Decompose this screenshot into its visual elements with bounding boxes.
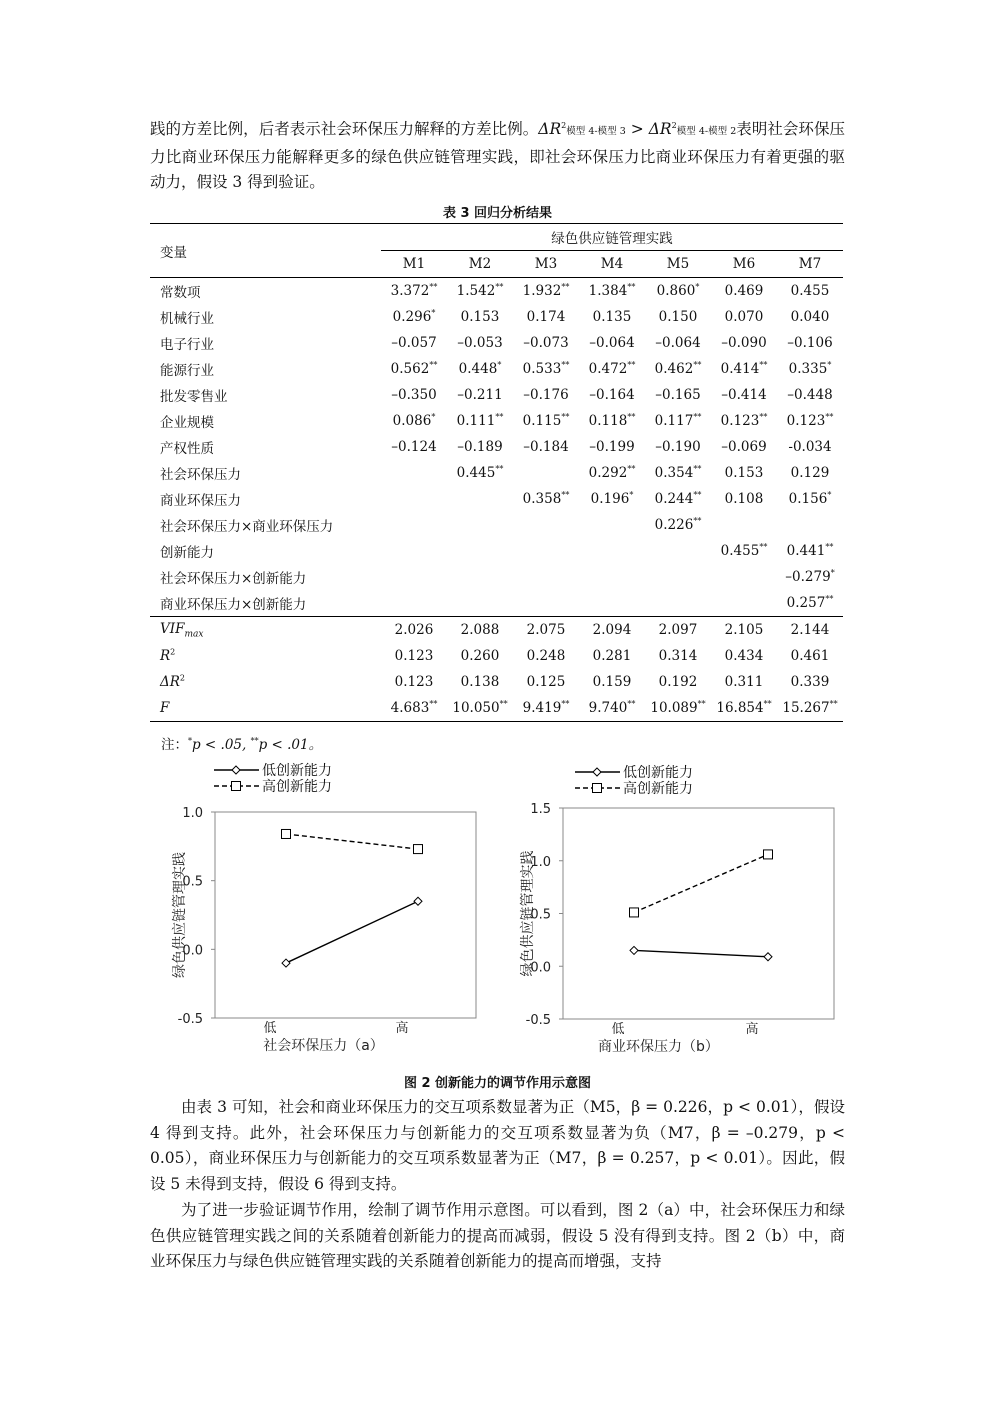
table-cell: 0.448* — [458, 360, 502, 377]
figure-caption: 图 2 创新能力的调节作用示意图 — [403, 1076, 592, 1091]
row-label: 产权性质 — [160, 441, 214, 457]
plot-frame — [563, 808, 834, 1019]
table-cell: –0.279* — [785, 568, 835, 585]
x-tick-label: 低 — [263, 1021, 277, 1036]
series-line — [634, 950, 768, 956]
stat-label: $R^2$ — [160, 647, 176, 664]
data-point-square — [764, 850, 773, 859]
series-line — [286, 901, 418, 963]
stat-label: F — [150, 695, 381, 722]
table-cell: 10.050** — [447, 695, 513, 722]
table-cell: 1.384** — [579, 278, 645, 305]
table-cell: –0.073 — [523, 335, 569, 351]
table-cell: 9.740** — [579, 695, 645, 722]
row-label: 社会环保压力×创新能力 — [160, 571, 307, 587]
table-cell: –0.064 — [589, 335, 635, 351]
table-caption: 表 3 回归分析结果 — [442, 206, 553, 221]
table-cell: 2.088 — [447, 617, 513, 644]
model-header: M1 — [402, 256, 426, 272]
table-cell: –0.053 — [457, 335, 503, 351]
row-label: 创新能力 — [160, 545, 214, 561]
plot-frame — [215, 812, 476, 1018]
row-label: 机械行业 — [160, 311, 214, 327]
legend-marker — [232, 782, 241, 791]
dependent-variable-header: 绿色供应链管理实践 — [381, 224, 843, 251]
data-point-square — [282, 829, 291, 838]
table-cell: 3.372** — [381, 278, 447, 305]
legend-marker — [593, 784, 602, 793]
y-tick-label: 1.0 — [530, 854, 551, 870]
x-tick-label: 低 — [611, 1022, 625, 1037]
table-cell: 0.260 — [460, 648, 500, 664]
table-cell: 0.445** — [456, 464, 504, 481]
table-cell: 0.461 — [790, 648, 830, 664]
table-cell: –0.190 — [655, 439, 701, 455]
model-header: M5 — [666, 256, 690, 272]
row-label: 能源行业 — [160, 363, 214, 379]
row-label: 社会环保压力 — [160, 467, 241, 483]
table-cell: 2.105 — [711, 617, 777, 644]
table-cell: –0.090 — [721, 335, 767, 351]
table-cell: 0.462** — [654, 360, 702, 377]
table-cell: –0.164 — [589, 387, 635, 403]
row-label: 批发零售业 — [160, 389, 228, 405]
table-cell: 0.562** — [390, 360, 438, 377]
data-point-diamond — [764, 953, 772, 961]
y-tick-label: 1.5 — [530, 802, 551, 817]
table-cell: 0.248 — [526, 648, 566, 664]
table-cell: 0.129 — [790, 465, 830, 481]
row-label: 社会环保压力×商业环保压力 — [160, 519, 334, 535]
table-cell: –0.448 — [787, 387, 833, 403]
table-cell: 0.292** — [588, 464, 636, 481]
table-cell: 0.196* — [590, 490, 634, 507]
stat-label: $VIF_{max}$ — [150, 617, 381, 644]
chart-a — [171, 762, 476, 1054]
table-cell: 16.854** — [711, 695, 777, 722]
table-cell: 10.089** — [645, 695, 711, 722]
table-cell: 0.135 — [592, 309, 632, 325]
table-cell: 0.111** — [456, 412, 504, 429]
table-cell: 2.097 — [645, 617, 711, 644]
table-cell: 0.311 — [724, 674, 764, 690]
table-cell: 0.117** — [654, 412, 702, 429]
table-cell: 0.533** — [522, 360, 570, 377]
table-cell: –0.189 — [457, 439, 503, 455]
y-tick-label: -0.5 — [177, 1012, 203, 1027]
stat-label: $\Delta R^2$ — [160, 673, 186, 690]
table-cell: 0.472** — [588, 360, 636, 377]
data-point-diamond — [414, 897, 422, 905]
model-header: M2 — [468, 256, 492, 272]
results-paragraph: 由表 3 可知，社会和商业环保压力的交互项系数显著为正（M5，β = 0.226，p < 0.01），假设 4 得到支持。此外，社会环保压力与创新能力的交互项系数显著为负（M7，β = –0.279，p < 0.05），商业环保压力与创新能力的交互项系数显著为正（M7，β = 0.257，p < 0.01）。因此，假设 5 未得到支持，假设 6 得到支持。 — [150, 1098, 845, 1193]
legend-marker — [593, 768, 601, 776]
table-cell: –0.350 — [391, 387, 437, 403]
table-cell: 1.542** — [447, 278, 513, 305]
table-cell: 2.075 — [513, 617, 579, 644]
row-label: 企业规模 — [160, 415, 214, 431]
table-cell: 0.335* — [788, 360, 832, 377]
discussion-paragraph: 为了进一步验证调节作用，绘制了调节作用示意图。可以看到，图 2（a）中，社会环保压力和绿色供应链管理实践之间的关系随着创新能力的提高而减弱，假设 5 没有得到支持。图 2（b）中，商业环保压力与绿色供应链管理实践的关系随着创新能力的提高而增强，支持 — [150, 1201, 845, 1270]
table-cell: 0.441** — [786, 542, 834, 559]
table-cell: –0.069 — [721, 439, 767, 455]
table-cell: 0.159 — [592, 674, 632, 690]
table-cell: 0.070 — [724, 309, 764, 325]
table-cell: 0.354** — [654, 464, 702, 481]
table-cell: 0.314 — [658, 648, 698, 664]
table-cell: –0.211 — [457, 387, 503, 403]
legend-label: 低创新能力 — [262, 763, 332, 779]
table-cell: 0.153 — [724, 465, 764, 481]
table-cell: 0.156* — [788, 490, 832, 507]
table-cell: 0.860* — [645, 278, 711, 305]
table-cell: –0.199 — [589, 439, 635, 455]
row-label: 商业环保压力×创新能力 — [160, 597, 307, 613]
table-cell: 0.455** — [720, 542, 768, 559]
model-header: M4 — [600, 256, 624, 272]
table-cell: 0.455 — [777, 278, 843, 305]
table-cell: –0.414 — [721, 387, 767, 403]
table-cell: -0.034 — [788, 439, 832, 455]
table-cell: 0.115** — [522, 412, 570, 429]
y-tick-label: 0.0 — [182, 943, 203, 959]
row-label: 常数项 — [150, 278, 381, 305]
y-tick-label: -0.5 — [525, 1013, 551, 1028]
model-header: M7 — [798, 256, 822, 272]
y-tick-label: 0.0 — [530, 960, 551, 976]
model-header: M6 — [732, 256, 756, 272]
y-tick-label: 1.0 — [182, 806, 203, 821]
variable-header: 变量 — [150, 224, 381, 278]
data-point-diamond — [630, 946, 638, 954]
y-axis-label: 绿色供应链管理实践 — [520, 850, 536, 977]
table-cell: 0.174 — [526, 309, 566, 325]
row-label: 商业环保压力 — [160, 493, 241, 509]
chart-b — [519, 764, 834, 1055]
legend-label: 低创新能力 — [623, 765, 693, 781]
legend-label: 高创新能力 — [623, 781, 693, 797]
table-cell: 0.123 — [394, 648, 434, 664]
table-cell: 0.244** — [654, 490, 702, 507]
table-cell: 0.339 — [790, 674, 830, 690]
table-cell: 0.434 — [724, 648, 764, 664]
table-cell: 0.153 — [460, 309, 500, 325]
table-cell: 0.150 — [658, 309, 698, 325]
y-tick-label: 0.5 — [182, 874, 203, 890]
table-cell: 2.144 — [777, 617, 843, 644]
model-header: M3 — [534, 256, 558, 272]
intro-paragraph: 践的方差比例，后者表示社会环保压力解释的方差比例。$\Delta R^2$模型 4-模型 $3 > \Delta R^2$模型 4-模型 2表明社会环保压力比商业环保压力能解释更多的绿色供应链管理实践，即社会环保压力比商业环保压力有着更强的驱动力，假设 3 得到验证。 — [150, 120, 845, 191]
table-cell: 0.118** — [588, 412, 636, 429]
table-cell: 15.267** — [777, 695, 843, 722]
table-cell: 0.123** — [786, 412, 834, 429]
table-cell: 0.123** — [720, 412, 768, 429]
legend-label: 高创新能力 — [262, 779, 332, 795]
table-cell: –0.064 — [655, 335, 701, 351]
data-point-diamond — [282, 959, 290, 967]
table-cell: 0.040 — [790, 309, 830, 325]
table-cell: 0.296* — [392, 308, 436, 325]
table-cell: –0.106 — [787, 335, 833, 351]
series-line — [286, 834, 418, 849]
table-cell: 9.419** — [513, 695, 579, 722]
table-cell: 0.469 — [711, 278, 777, 305]
series-line — [634, 854, 768, 912]
table-cell: –0.165 — [655, 387, 701, 403]
table-cell: 0.281 — [592, 648, 632, 664]
x-axis-label: 商业环保压力（b） — [598, 1039, 719, 1055]
table-cell: 0.138 — [460, 674, 500, 690]
table-cell: 1.932** — [513, 278, 579, 305]
legend-marker — [232, 766, 240, 774]
table-note: 注：*p < .05, **p < .01。 — [161, 736, 323, 753]
table-cell: 0.123 — [394, 674, 434, 690]
table-cell: 4.683** — [381, 695, 447, 722]
table-cell: –0.057 — [391, 335, 437, 351]
table-cell: 0.226** — [654, 516, 702, 533]
table-cell: 2.026 — [381, 617, 447, 644]
table-cell: 0.358** — [522, 490, 570, 507]
y-axis-label: 绿色供应链管理实践 — [172, 852, 188, 978]
table-cell: –0.184 — [523, 439, 569, 455]
table-cell: 0.086* — [392, 412, 436, 429]
row-label: 电子行业 — [160, 337, 214, 353]
data-point-square — [630, 908, 639, 917]
y-tick-label: 0.5 — [530, 907, 551, 923]
table-cell: 0.414** — [720, 360, 768, 377]
table-cell: –0.124 — [391, 439, 437, 455]
table-cell: –0.176 — [523, 387, 569, 403]
data-point-square — [414, 845, 423, 854]
x-axis-label: 社会环保压力（a） — [263, 1038, 384, 1054]
x-tick-label: 高 — [745, 1022, 759, 1037]
table-cell: 0.108 — [724, 491, 764, 507]
x-tick-label: 高 — [395, 1021, 409, 1036]
table-cell: 0.257** — [786, 594, 834, 611]
table-cell: 2.094 — [579, 617, 645, 644]
table-cell: 0.125 — [526, 674, 566, 690]
table-cell: 0.192 — [658, 674, 698, 690]
